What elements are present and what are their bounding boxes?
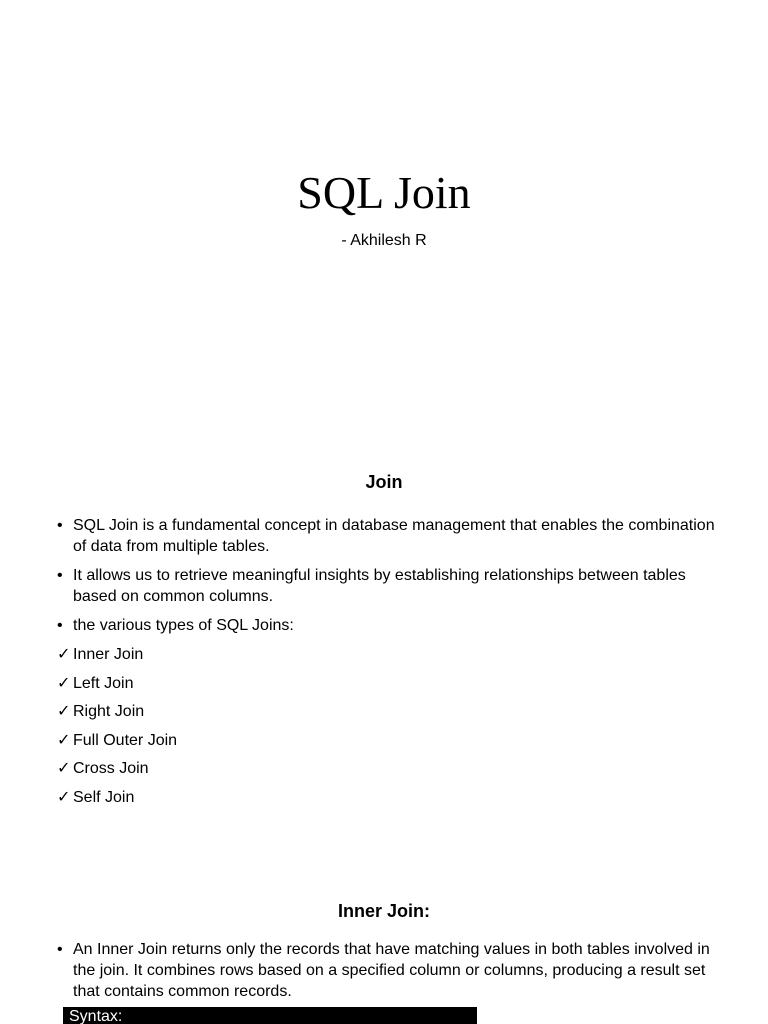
join-slide: [0, 432, 768, 864]
bullet-item: [57, 515, 717, 557]
inner-join-heading: Inner Join:: [337, 901, 430, 921]
inner-join-slide: [0, 864, 768, 1024]
bullet-item: [57, 615, 717, 636]
bullet-text: An Inner Join returns only the records that have matching values in both tables involved in the join. It combines rows based on a specified column or columns, producing a result set that contains common records.: [73, 941, 710, 1000]
inner-join-content: [57, 939, 717, 1010]
join-type-item: [57, 644, 717, 665]
join-type-label: Left Join: [73, 674, 134, 692]
join-type-item: [57, 787, 717, 808]
bullet-item: [57, 939, 717, 1002]
checkmark-icon: ✓: [57, 674, 71, 692]
bullet-text: It allows us to retrieve meaningful insights by establishing relationships between tables based on common columns.: [73, 567, 686, 605]
slide-title: SQL Join: [297, 167, 471, 218]
join-type-item: [57, 730, 717, 751]
join-type-label: Self Join: [73, 788, 135, 806]
bullet-icon: •: [57, 941, 63, 958]
bullet-icon: •: [57, 517, 63, 534]
join-type-item: [57, 701, 717, 722]
join-type-item: [57, 673, 717, 694]
checkmark-icon: ✓: [57, 646, 71, 663]
bullet-text: the various types of SQL Joins:: [73, 617, 294, 634]
join-type-label: Right Join: [73, 703, 145, 721]
join-type-label: Cross Join: [73, 760, 149, 778]
join-content: [57, 515, 717, 816]
checkmark-icon: ✓: [57, 703, 71, 721]
join-type-label: Inner Join: [73, 646, 144, 663]
bullet-item: [57, 565, 717, 607]
bullet-text: SQL Join is a fundamental concept in database management that enables the combination of data from multiple tables.: [73, 517, 715, 555]
checkmark-icon: ✓: [57, 760, 71, 778]
checkmark-icon: ✓: [57, 788, 71, 806]
join-heading: Join: [365, 472, 403, 492]
checkmark-icon: ✓: [57, 731, 71, 749]
bullet-icon: •: [57, 617, 63, 634]
join-type-item: [57, 758, 717, 779]
join-type-label: Full Outer Join: [73, 731, 178, 749]
syntax-label: Syntax:: [69, 1008, 123, 1024]
syntax-code-block: [63, 1007, 477, 1024]
bullet-icon: •: [57, 567, 63, 584]
slide-subtitle: - Akhilesh R: [341, 232, 427, 249]
title-slide: [0, 0, 768, 432]
